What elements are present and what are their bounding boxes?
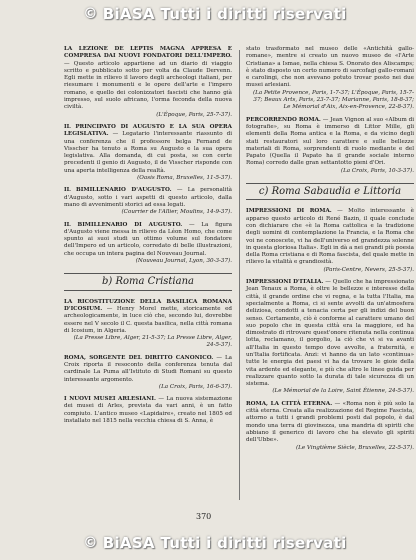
watermark-text: BiASA Tutti i diritti riservati — [102, 534, 347, 552]
section-title-roma-sabaudia: c) Roma Sabaudia e Littoria — [246, 183, 414, 200]
article-heading: ROMA, SORGENTE DEL DIRITTO CANONICO. — [64, 354, 214, 361]
copyright-icon: © — [83, 535, 98, 551]
article — [246, 279, 414, 396]
article-heading: LA LEZIONE DE LEPTIS MAGNA APPRESA E COMPRESA DAI NUOVI FONDATORI DELL'IMPERO. — [64, 46, 232, 60]
article-source: (Paris-Centre, Nevers, 25-5-37). — [323, 266, 414, 273]
article-heading: IL BIMILLENARIO D'AUGUSTO. — [64, 187, 172, 194]
article — [246, 208, 414, 274]
article-body: — Quello che ha impressionato Jean Tenaux a Roma, è oltre le bellezze e interesse della città, il grande ordine che vi regna, e la tutta l'Italia, ma specialmente a Roma, ci si sente avvolti da un'atmosfera deliziosa, condotti a tenacia certa per gli indizi del buon senso. Certamente, ciò è conforme al carattere umano del suo popolo che in questa città era la maggiore, ed ha dimostrato di ritrovare quest'onore ritenuta nella continua lotta, reclamano, il gorgolio, la ciò che vi si va avanti all'Italia in questo tempo dove avvolte, a fraternità, e un'Italia fortificata. Anzi: vi hanno da un lato «continua» tutte le energia dei paesi vi ha da trovare le gioie della vita ardente ed elegante, e più che altro le linee guida per realizzare quanto sotto la durata di tale sicurezza di un sistema. — [246, 279, 415, 388]
article — [246, 46, 414, 112]
article-source: (Le Mémorial de la Loire, Saint Étienne, 24-5-37). — [272, 388, 414, 395]
watermark-text: BiASA Tutti i diritti riservati — [102, 5, 347, 23]
article-heading: IL BIMILLENARIO DI AUGUSTO. — [64, 221, 183, 228]
article-body: — Jean Vignon al suo «Album di fotografie», su Roma è immerso di Littor Mille, gli elementi della Roma antica e la Roma, e da vicino degli stati restauratori sul loro carattere e sulle bellezze materiali di Roma, sorprendenti di ruolo mediante e del Papato (Quella il Papato ha il grande sociale interno Roma) corredo dalle gran settantotto pieni d'Ori. — [246, 116, 415, 167]
article — [246, 401, 414, 452]
copyright-icon: © — [83, 6, 98, 22]
article — [64, 355, 232, 391]
article-source: (Oasis Roma, Bruxelles, 11-5-37). — [137, 175, 232, 182]
article — [64, 396, 232, 425]
article-source: (La Presse Libre, Alger, 21-5-37; La Presse Libre, Alger, 24-5-37). — [73, 335, 232, 349]
watermark-bottom — [40, 532, 390, 554]
article-body: — Legatario l'interessante riassunto di una conferenza che il professore belga Fernand de Visscher ha tenuto a Roma su Augusto e la sua opera legislativa. Alla domanda, di cui posta, se con certe precedenti il genio di Augusto, il de Visscher risponde con una aperta intelligenza della realtà. — [64, 131, 232, 174]
article-body: — La Croix riporta il resoconto della conferenza tenuta dal cardinale La Puma all'Istituto di Studi Romani su questo interessante argomento. — [64, 354, 233, 383]
article-body: — «Roma non è più solo la città eterna. Creata alla realizzazione del Regime Fascista, attorno a tutti i grandi problemi posti dal popolo, è dal mondo una terra di giovinezza, una mandria di spiriti che abbiano il generico di lavoro che ha elevato gli spiriti dell'Ubbe». — [246, 400, 414, 444]
article-source: (Nouveau Journal, Lyon, 30-3-37). — [135, 258, 232, 265]
article-source: (Le Vingtième Siècle, Bruxelles, 22-5-37). — [295, 444, 414, 451]
article-heading: ROMA, LA CITTÀ ETERNA. — [246, 400, 333, 407]
article-body: — Molto interessante è apparso questo articolo di René Bazin, il quale conclude con dichiarare che «è la Roma cattolica e la tradizione degli uomini di contemplazione la Francia, e la Roma che voi ne conoscete, vi ha dell'universo ed grandezza solenne in questa gloriosa Italia». Egli in dà a nei grandi più poesia della Roma cristiana e di Roma fascista, del quale mette in rilievo la vitalità e grandiosità. — [246, 208, 414, 266]
article-heading: LA RICOSTITUZIONE DELLA BASILICA ROMANA D'ICOSIUM. — [64, 298, 232, 312]
article — [64, 222, 232, 266]
article-heading: I NUOVI MUSEI ARLESIANI. — [64, 396, 156, 403]
article-source: (Courrier de l'Allier, Moulins, 14-9-37). — [121, 209, 232, 216]
article-heading: IMPRESSIONI DI ROMA. — [246, 208, 332, 215]
article-body: — Questo articolo appartiene ad un diario di viaggio scritto e pubblicato sotto per volta da Claude Dervenn. Egli mette in rilievo il lavoro degli archeologi italiani, per riesumare i monumenti e le opere dell'arte e l'impero romano, e quello dei colonizzatori fascisti che hanno già impresso, sul suolo africano, l'orma feconda della nuova civiltà. — [64, 60, 232, 111]
article-source: (La Petite Provence, Paris, 1-7-37; L'Époque, Paris, 15-7-37; Beaux Arts, Paris, 23-7-37; Marianne, Paris, 18-8-37; Le Mémorial d'Aix, Aix-en-Provence, 22-8-37). — [252, 89, 414, 111]
article — [64, 124, 232, 182]
article-source: (La Croix, Paris, 10-3-37). — [340, 167, 414, 174]
article — [64, 187, 232, 216]
article — [64, 299, 232, 350]
right-column — [246, 46, 414, 457]
section-title-roma-cristiana: b) Roma Cristiana — [64, 273, 232, 290]
left-column — [64, 46, 232, 430]
article-source: (La Croix, Paris, 16-6-37). — [158, 383, 232, 390]
article-body: — La figura d'Augusto viene messa in rilievo da Léon Homo, che come spunto ai suoi studi un ottimo volume sul fondatore dell'Impero ed un articolo, corredato di belle illustrazioni, che occupa un intera pagina del Nouveau Journal. — [64, 221, 233, 257]
article-body: — La personalità d'Augusto, sotto i vari aspetti di questo articolo, dalla mano di avvenimenti storici ad essa legati. — [64, 187, 232, 208]
watermark-top — [40, 3, 390, 25]
article-body: — Henry Morel mette, storicamente ed archeologicamente, in luce ciò che, secondo lui, dovrebbe essere nel V secolo il C. questa basilica, nella città romana di Icosium, in Algeria. — [64, 305, 232, 334]
article-source: (L'Époque, Paris, 25-7-37). — [156, 111, 232, 118]
article-body: — La nuova sistemazione dei musei di Arles, prevista da vari anni, è un fatto compiuto. L'antico museo «Lapidaire», creato nel 1805 ed installato nel 1815 nella vecchia chiesa di S. Anna, è — [64, 396, 232, 425]
article-body: stato trasformato nel museo delle «Antichità gallo-romane», mentre si creato un nuovo museo de «l'Arte Cristiana» a Ismae, nella chiesa S. Onorato des Aliscamps; è stato disposto un certo numero di sarcofagi gallo-romani e carolingi, che non avevano potuto trovar posto nei due musei arlesiani. — [246, 46, 414, 89]
article — [246, 117, 414, 175]
article — [64, 46, 232, 119]
article-heading: IL PRINCIPATO DI AUGUSTO E LA SUA OPERA LEGISLATIVA. — [64, 123, 232, 138]
column-divider — [239, 50, 240, 500]
page-number: 370 — [196, 512, 212, 521]
article-heading: PERCORRENDO ROMA. — [246, 116, 321, 123]
article-heading: IMPRESSIONI D'ITALIA. — [246, 279, 324, 286]
